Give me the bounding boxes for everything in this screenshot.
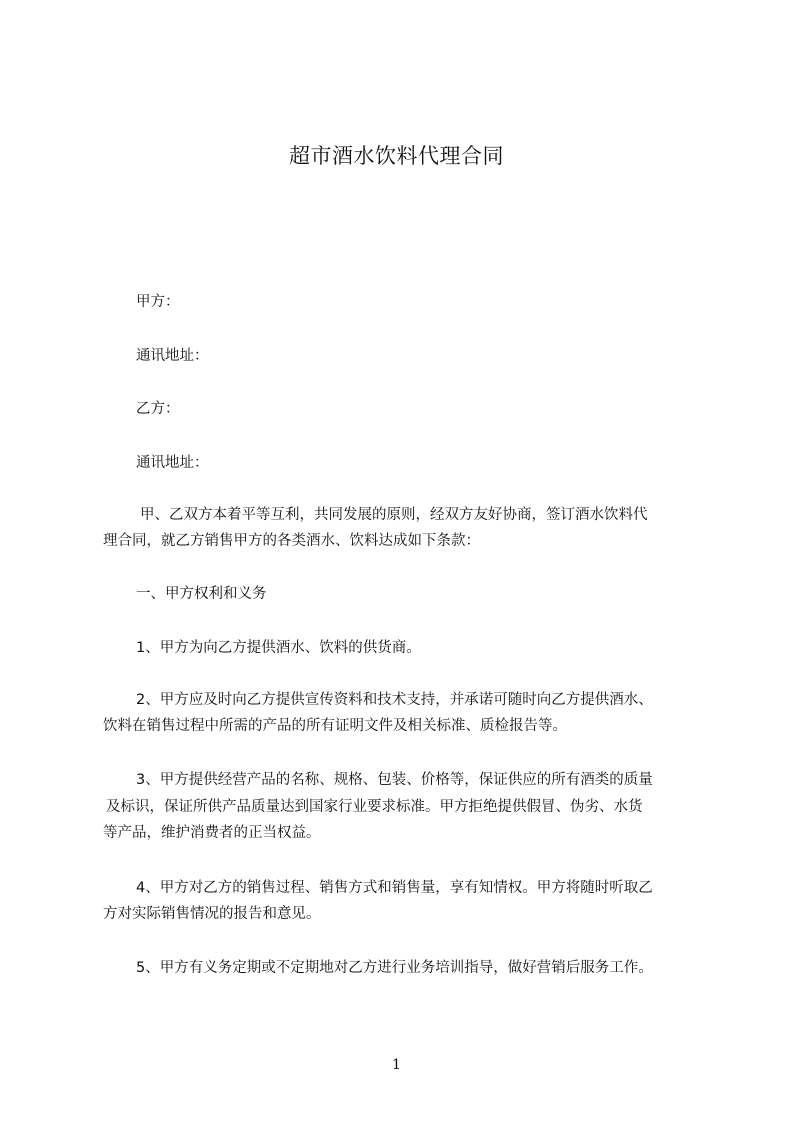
preamble-line-1: 甲、乙双方本着平等互利，共同发展的原则，经双方友好协商，签订酒水饮料代 [140,507,648,523]
clause-3-line-1: 3、甲方提供经营产品的名称、规格、包装、价格等，保证供应的所有酒类的质量 [136,772,653,788]
page-number: 1 [392,1057,401,1073]
clause-4-line-2: 方对实际销售情况的报告和意见。 [103,906,321,922]
clause-5: 5、甲方有义务定期或不定期地对乙方进行业务培训指导，做好营销后服务工作。 [136,960,653,976]
clause-2-line-1: 2、甲方应及时向乙方提供宣传资料和技术支持，并承诺可随时向乙方提供酒水、 [136,692,653,708]
section-1-heading: 一、甲方权利和义务 [136,586,267,602]
party-b-address-label: 通讯地址： [136,455,209,471]
party-a-label: 甲方： [136,294,180,310]
clause-3-line-2: 及标识，保证所供产品质量达到国家行业要求标准。甲方拒绝提供假冒、伪劣、水货 [106,799,643,815]
party-b-label: 乙方： [136,401,180,417]
document-title: 超市酒水饮料代理合同 [289,144,504,168]
preamble-line-2: 理合同，就乙方销售甲方的各类酒水、饮料达成如下条款： [103,533,480,549]
clause-1: 1、甲方为向乙方提供酒水、饮料的供货商。 [136,640,421,656]
party-a-address-label: 通讯地址： [136,348,209,364]
clause-4-line-1: 4、甲方对乙方的销售过程、销售方式和销售量，享有知情权。甲方将随时听取乙 [136,880,653,896]
clause-3-line-3: 等产品，维护消费者的正当权益。 [103,825,321,841]
clause-2-line-2: 饮料在销售过程中所需的产品的所有证明文件及相关标准、质检报告等。 [103,718,567,734]
